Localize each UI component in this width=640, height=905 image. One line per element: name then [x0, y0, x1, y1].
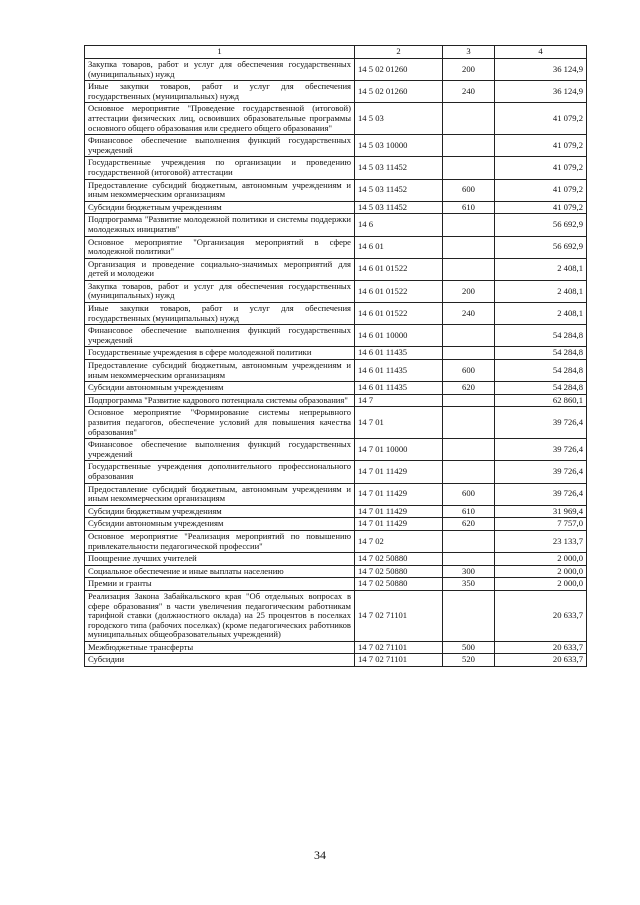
- row-type-cell: [443, 103, 495, 135]
- table-row: [85, 641, 587, 654]
- table-row: [85, 382, 587, 395]
- row-name-cell: Иные закупки товаров, работ и услуг для обеспечения государственных (муниципальных) нужд: [85, 81, 355, 103]
- table-body: [85, 59, 587, 667]
- row-name-cell: Субсидии бюджетным учреждениям: [85, 201, 355, 214]
- row-code-cell: 14 6 01 01522: [355, 258, 443, 280]
- column-header-name: 1: [85, 46, 355, 59]
- row-sum-cell: 39 726,4: [495, 407, 587, 439]
- row-name-cell: Реализация Закона Забайкальского края "Об отдельных вопросах в сфере образования" в части увеличения педагогическим работникам тарифной ставки (должностного оклада) на 25 процентов в поселках городского типа (рабочих поселках) (кроме педагогических работников муниципальных общеобразовательных учреждений): [85, 590, 355, 641]
- row-sum-cell: 31 969,4: [495, 505, 587, 518]
- row-sum-cell: 54 284,8: [495, 382, 587, 395]
- row-type-cell: 520: [443, 654, 495, 667]
- table-row: [85, 483, 587, 505]
- row-type-cell: [443, 407, 495, 439]
- row-code-cell: 14 7 01 11429: [355, 483, 443, 505]
- column-header-code: 2: [355, 46, 443, 59]
- table-row: [85, 461, 587, 483]
- row-type-cell: 200: [443, 59, 495, 81]
- row-code-cell: 14 6: [355, 214, 443, 236]
- row-name-cell: Поощрение лучших учителей: [85, 553, 355, 566]
- row-name-cell: Основное мероприятие "Реализация мероприятий по повышению привлекательности педагогической профессии": [85, 530, 355, 552]
- row-code-cell: 14 6 01 01522: [355, 280, 443, 302]
- row-name-cell: Субсидии бюджетным учреждениям: [85, 505, 355, 518]
- row-name-cell: Субсидии: [85, 654, 355, 667]
- row-code-cell: 14 7 02 71101: [355, 654, 443, 667]
- row-type-cell: 610: [443, 505, 495, 518]
- row-sum-cell: 2 408,1: [495, 280, 587, 302]
- row-code-cell: 14 7 02 50880: [355, 565, 443, 578]
- row-type-cell: 600: [443, 483, 495, 505]
- table-row: [85, 360, 587, 382]
- row-code-cell: 14 6 01 11435: [355, 382, 443, 395]
- row-sum-cell: 54 284,8: [495, 347, 587, 360]
- row-code-cell: 14 7 02 71101: [355, 590, 443, 641]
- table-row: [85, 59, 587, 81]
- row-type-cell: [443, 135, 495, 157]
- row-code-cell: 14 7 01 10000: [355, 439, 443, 461]
- row-name-cell: Субсидии автономным учреждениям: [85, 518, 355, 531]
- row-name-cell: Иные закупки товаров, работ и услуг для обеспечения государственных (муниципальных) нужд: [85, 303, 355, 325]
- row-sum-cell: 39 726,4: [495, 461, 587, 483]
- row-name-cell: Премии и гранты: [85, 578, 355, 591]
- row-sum-cell: 56 692,9: [495, 214, 587, 236]
- row-type-cell: [443, 325, 495, 347]
- row-name-cell: Предоставление субсидий бюджетным, автономным учреждениям и иным некоммерческим организациям: [85, 483, 355, 505]
- row-name-cell: Основное мероприятие "Организация мероприятий в сфере молодежной политики": [85, 236, 355, 258]
- table-row: [85, 157, 587, 179]
- row-code-cell: 14 5 02 01260: [355, 81, 443, 103]
- row-type-cell: 300: [443, 565, 495, 578]
- row-name-cell: Финансовое обеспечение выполнения функций государственных учреждений: [85, 135, 355, 157]
- table-row: [85, 201, 587, 214]
- row-code-cell: 14 7 01 11429: [355, 518, 443, 531]
- row-type-cell: [443, 347, 495, 360]
- row-sum-cell: 36 124,9: [495, 81, 587, 103]
- row-name-cell: Предоставление субсидий бюджетным, автономным учреждениям и иным некоммерческим организациям: [85, 179, 355, 201]
- row-name-cell: Субсидии автономным учреждениям: [85, 382, 355, 395]
- table-row: [85, 236, 587, 258]
- row-sum-cell: 2 408,1: [495, 258, 587, 280]
- row-name-cell: Предоставление субсидий бюджетным, автономным учреждениям и иным некоммерческим организациям: [85, 360, 355, 382]
- table-row: [85, 280, 587, 302]
- table-row: [85, 347, 587, 360]
- row-code-cell: 14 5 03 11452: [355, 201, 443, 214]
- row-name-cell: Социальное обеспечение и иные выплаты населению: [85, 565, 355, 578]
- row-sum-cell: 20 633,7: [495, 590, 587, 641]
- row-name-cell: Финансовое обеспечение выполнения функций государственных учреждений: [85, 325, 355, 347]
- row-type-cell: 610: [443, 201, 495, 214]
- row-type-cell: 240: [443, 303, 495, 325]
- row-name-cell: Финансовое обеспечение выполнения функций государственных учреждений: [85, 439, 355, 461]
- row-code-cell: 14 6 01: [355, 236, 443, 258]
- row-sum-cell: 41 079,2: [495, 135, 587, 157]
- column-header-sum: 4: [495, 46, 587, 59]
- budget-table: [84, 45, 587, 667]
- row-code-cell: 14 7: [355, 394, 443, 407]
- row-sum-cell: 41 079,2: [495, 201, 587, 214]
- table-row: [85, 530, 587, 552]
- table-row: [85, 214, 587, 236]
- table-header-row: [85, 46, 587, 59]
- row-type-cell: 620: [443, 382, 495, 395]
- table-row: [85, 590, 587, 641]
- row-sum-cell: 20 633,7: [495, 654, 587, 667]
- row-code-cell: 14 5 03: [355, 103, 443, 135]
- row-sum-cell: 20 633,7: [495, 641, 587, 654]
- row-code-cell: 14 7 02 71101: [355, 641, 443, 654]
- row-name-cell: Основное мероприятие "Проведение государственной (итоговой) аттестации физических лиц, освоивших образовательные программы основного общего образования или среднего общего образования": [85, 103, 355, 135]
- row-sum-cell: 54 284,8: [495, 360, 587, 382]
- table-row: [85, 578, 587, 591]
- table-row: [85, 518, 587, 531]
- row-name-cell: Подпрограмма "Развитие молодежной политики и системы поддержки молодежных инициатив": [85, 214, 355, 236]
- row-sum-cell: 39 726,4: [495, 439, 587, 461]
- row-code-cell: 14 7 01: [355, 407, 443, 439]
- row-type-cell: [443, 236, 495, 258]
- row-sum-cell: 41 079,2: [495, 179, 587, 201]
- table-row: [85, 179, 587, 201]
- row-type-cell: 600: [443, 360, 495, 382]
- row-sum-cell: 39 726,4: [495, 483, 587, 505]
- row-name-cell: Межбюджетные трансферты: [85, 641, 355, 654]
- row-type-cell: 240: [443, 81, 495, 103]
- table-row: [85, 553, 587, 566]
- table-row: [85, 325, 587, 347]
- row-name-cell: Закупка товаров, работ и услуг для обеспечения государственных (муниципальных) нужд: [85, 59, 355, 81]
- row-sum-cell: 41 079,2: [495, 157, 587, 179]
- table-row: [85, 565, 587, 578]
- table-row: [85, 103, 587, 135]
- row-sum-cell: 56 692,9: [495, 236, 587, 258]
- table-row: [85, 654, 587, 667]
- row-code-cell: 14 6 01 11435: [355, 347, 443, 360]
- row-name-cell: Государственные учреждения в сфере молодежной политики: [85, 347, 355, 360]
- table-row: [85, 135, 587, 157]
- row-code-cell: 14 5 02 01260: [355, 59, 443, 81]
- row-sum-cell: 2 000,0: [495, 553, 587, 566]
- row-sum-cell: 62 860,1: [495, 394, 587, 407]
- row-code-cell: 14 7 02 50880: [355, 578, 443, 591]
- row-name-cell: Государственные учреждения по организации и проведению государственной (итоговой) аттестации: [85, 157, 355, 179]
- table-row: [85, 505, 587, 518]
- column-header-type: 3: [443, 46, 495, 59]
- row-type-cell: [443, 590, 495, 641]
- table-row: [85, 394, 587, 407]
- row-type-cell: [443, 394, 495, 407]
- row-sum-cell: 7 757,0: [495, 518, 587, 531]
- row-type-cell: [443, 530, 495, 552]
- table-row: [85, 407, 587, 439]
- row-code-cell: 14 6 01 11435: [355, 360, 443, 382]
- row-type-cell: 200: [443, 280, 495, 302]
- row-sum-cell: 54 284,8: [495, 325, 587, 347]
- row-type-cell: [443, 553, 495, 566]
- row-code-cell: 14 7 02 50880: [355, 553, 443, 566]
- row-sum-cell: 2 408,1: [495, 303, 587, 325]
- row-code-cell: 14 5 03 10000: [355, 135, 443, 157]
- row-name-cell: Подпрограмма "Развитие кадрового потенциала системы образования": [85, 394, 355, 407]
- row-type-cell: 600: [443, 179, 495, 201]
- row-type-cell: 350: [443, 578, 495, 591]
- row-sum-cell: 23 133,7: [495, 530, 587, 552]
- table-row: [85, 303, 587, 325]
- table-row: [85, 439, 587, 461]
- row-sum-cell: 2 000,0: [495, 578, 587, 591]
- row-name-cell: Организация и проведение социально-значимых мероприятий для детей и молодежи: [85, 258, 355, 280]
- row-sum-cell: 36 124,9: [495, 59, 587, 81]
- row-code-cell: 14 6 01 10000: [355, 325, 443, 347]
- row-name-cell: Закупка товаров, работ и услуг для обеспечения государственных (муниципальных) нужд: [85, 280, 355, 302]
- page-number: 34: [314, 848, 326, 862]
- row-type-cell: [443, 439, 495, 461]
- row-type-cell: 500: [443, 641, 495, 654]
- row-type-cell: [443, 214, 495, 236]
- row-type-cell: [443, 157, 495, 179]
- row-type-cell: [443, 258, 495, 280]
- row-code-cell: 14 7 01 11429: [355, 461, 443, 483]
- row-code-cell: 14 7 02: [355, 530, 443, 552]
- table-row: [85, 258, 587, 280]
- row-sum-cell: 41 079,2: [495, 103, 587, 135]
- row-code-cell: 14 5 03 11452: [355, 157, 443, 179]
- row-type-cell: 620: [443, 518, 495, 531]
- row-type-cell: [443, 461, 495, 483]
- row-code-cell: 14 5 03 11452: [355, 179, 443, 201]
- row-name-cell: Основное мероприятие "Формирование системы непрерывного развития педагогов, обеспечение условий для повышения качества образования": [85, 407, 355, 439]
- table-row: [85, 81, 587, 103]
- row-code-cell: 14 7 01 11429: [355, 505, 443, 518]
- row-name-cell: Государственные учреждения дополнительного профессионального образования: [85, 461, 355, 483]
- row-code-cell: 14 6 01 01522: [355, 303, 443, 325]
- row-sum-cell: 2 000,0: [495, 565, 587, 578]
